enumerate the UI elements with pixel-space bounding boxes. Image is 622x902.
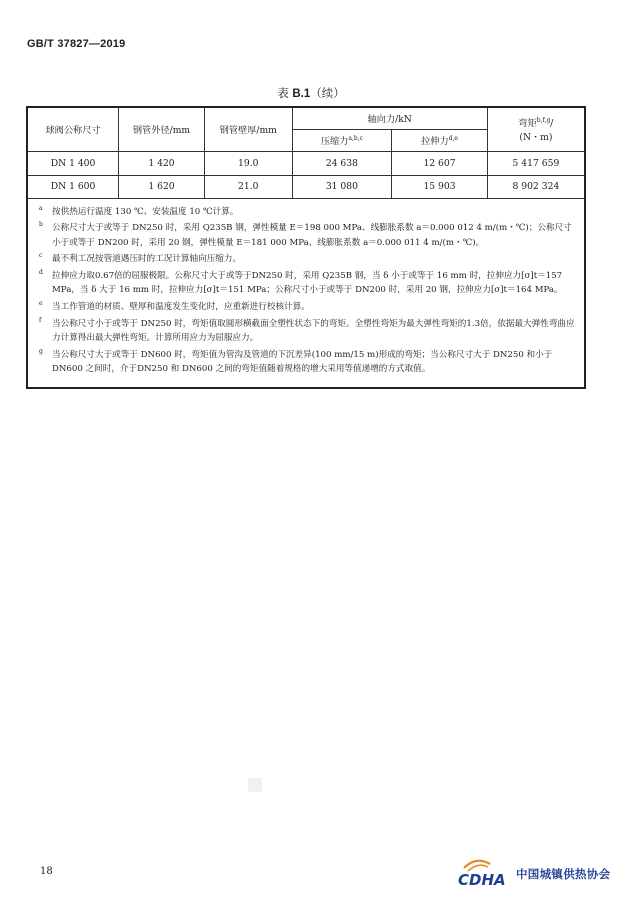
note-f [38,317,576,346]
tension-label: 拉伸力 [421,136,449,147]
cell-outer-diameter: 1 420 [119,151,205,175]
note-text: 公称尺寸大于或等于 DN250 时，采用 Q235B 钢，弹性模量 E＝198 000 MPa、线膨胀系数 a＝0.000 012 4 m/(m・℃)；公称尺寸小于或等于 DN200 时，采用 20 钢，弹性模量 E＝181 000 MPa、线膨胀系数 a＝0.000 011 4 m/(m・℃)。 [52,223,572,248]
header-tension [392,129,488,151]
cell-outer-diameter: 1 620 [119,175,205,198]
note-mark: b [39,221,43,229]
caption-suffix: （续） [310,86,345,100]
table-row [27,175,585,198]
note-text: 当公称尺寸大于或等于 DN600 时，弯矩值为管沟及管道的下沉差异(100 mm/15 m)形成的弯矩；当公称尺寸大于 DN250 和小于 DN600 之间时，介于DN250 和 DN600 之间的弯矩值随着规格的增大采用等值递增的方式取值。 [52,349,553,375]
note-text: 按供热运行温度 130 ℃、安装温度 10 ℃计算。 [52,206,239,217]
cell-nominal-size: DN 1 600 [27,175,119,198]
note-d [38,269,576,298]
note-mark: e [39,300,43,308]
note-mark: d [39,268,43,276]
header-compression [292,129,392,151]
cell-moment: 5 417 659 [487,151,585,175]
note-b [38,221,576,250]
cell-compression: 31 080 [292,175,392,198]
standard-code: GB/T 37827—2019 [27,38,126,50]
tension-marks: d,e [448,134,458,142]
header-nominal-size: 球阀公称尺寸 [27,107,119,151]
cell-compression: 24 638 [292,151,392,175]
moment-unit: (N・m) [519,132,553,144]
logo-mark: CDHA [458,871,506,889]
cell-wall-thickness: 21.0 [204,175,292,198]
table-notes [27,198,585,388]
note-text: 当公称尺寸小于或等于 DN250 时，弯矩值取圆形横截面全塑性状态下的弯矩。全塑性弯矩为最大弹性弯矩的1.3倍，依据最大弹性弯曲应力计算得出最大弹性弯矩。计算所用应力为屈服应力。 [52,318,575,344]
note-c [38,252,576,267]
note-e [38,300,576,315]
cell-nominal-size: DN 1 400 [27,151,119,175]
note-text: 当工作管道的材质、壁厚和温度发生变化时，应重新进行校核计算。 [52,302,310,313]
data-table [26,106,586,389]
caption-prefix: 表 [277,86,289,100]
moment-label: 弯矩 [518,118,537,130]
header-axial-force: 轴向力/kN [292,107,487,129]
compression-marks: a,b,c [348,134,363,142]
note-text: 拉伸应力取0.67倍的屈服极限。公称尺寸大于或等于DN250 时，采用 Q235B 钢，当 δ 小于或等于 16 mm 时，拉伸应力[σ]t＝157 MPa，当 δ 大于 16 mm 时，拉伸应力[σ]t＝151 MPa；公称尺寸小于或等于 DN200 时，采用 20 钢，拉伸应力[σ]t＝164 MPa。 [52,270,563,296]
header-wall-thickness: 钢管壁厚/mm [204,107,292,151]
table-caption [0,85,622,101]
note-text: 最不利工况按管道遇压时的工况计算轴向压缩力。 [52,254,242,265]
note-mark: a [39,204,43,212]
logo-text: 中国城镇供热协会 [516,867,611,881]
table-row [27,151,585,175]
header-outer-diameter: 钢管外径/mm [119,107,205,151]
cell-tension: 12 607 [392,151,488,175]
header-moment [487,107,585,151]
cell-moment: 8 902 324 [487,175,585,198]
cell-tension: 15 903 [392,175,488,198]
note-g [38,348,576,377]
watermark-mark [248,778,262,792]
cell-wall-thickness: 19.0 [204,151,292,175]
note-mark: c [39,252,43,260]
caption-number: B.1 [292,88,311,100]
note-mark: f [39,316,42,324]
note-mark: g [39,347,43,355]
compression-label: 压缩力 [320,136,349,147]
moment-tail: / [550,118,554,130]
note-a [38,205,576,220]
page-number: 18 [40,866,53,877]
moment-marks: b,f,g [536,117,551,125]
